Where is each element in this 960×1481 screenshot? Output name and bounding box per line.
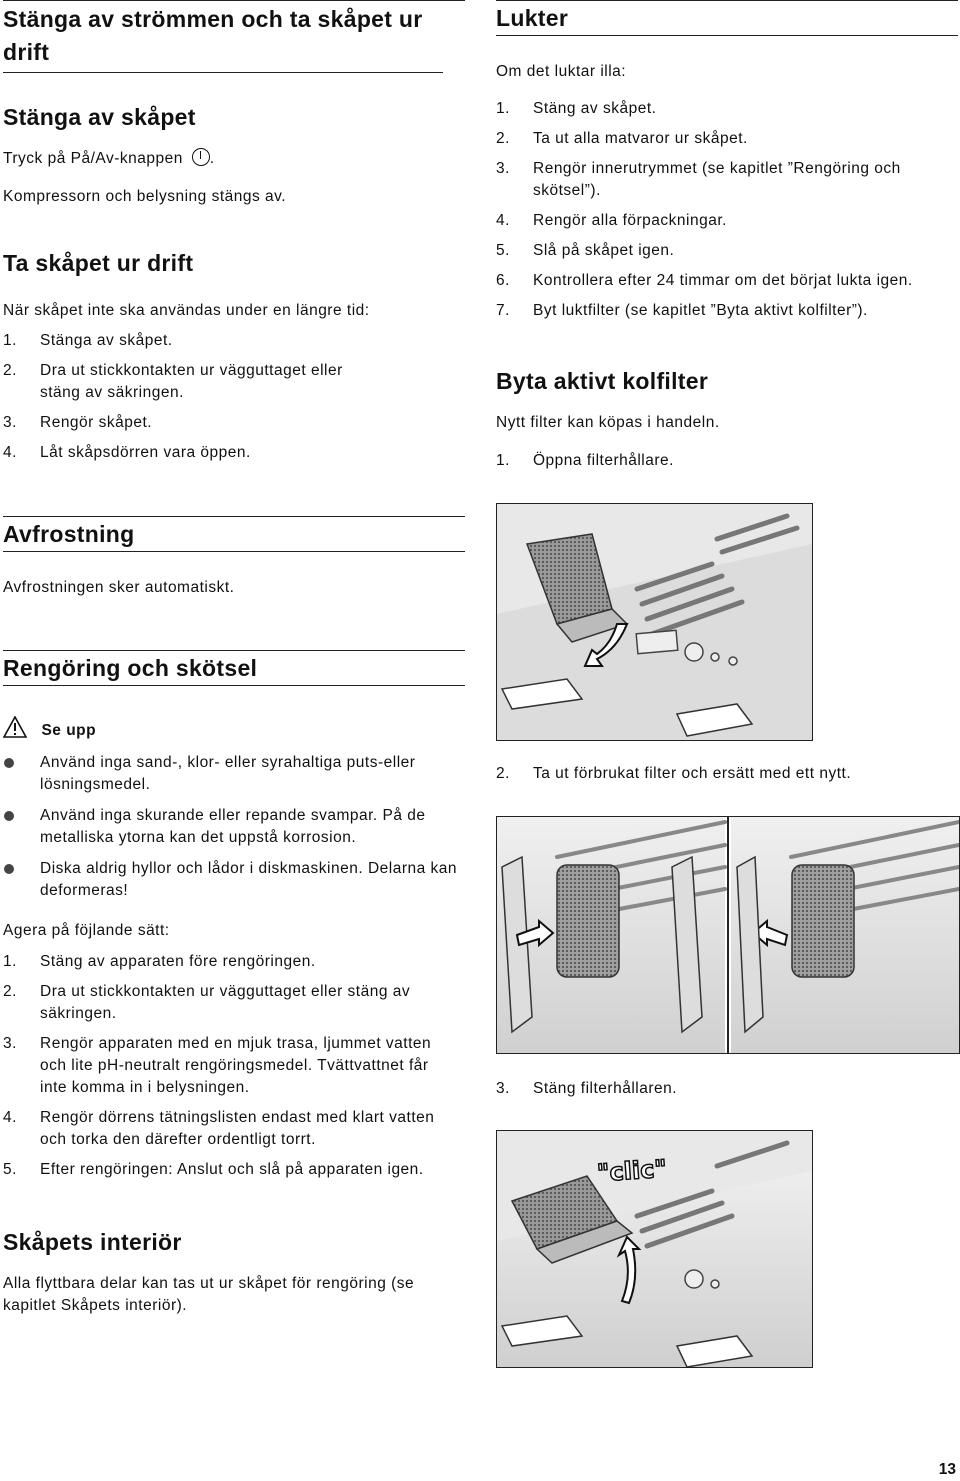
list-odor-steps — [496, 98, 936, 322]
section-title-power-off: Stänga av strömmen och ta skåpet ur drift — [3, 1, 443, 73]
warning-block — [3, 716, 96, 742]
list-item — [496, 210, 936, 232]
list-text: Rengör skåpet. — [40, 414, 153, 431]
list-text: Rengör apparaten med en mjuk trasa, ljummet vatten och lite pH-neutralt rengöringsmedel. Tvättvattnet får inte komma in i belysningen. — [40, 1035, 432, 1096]
list-decommission-steps — [3, 330, 363, 464]
clic-label: "clic" — [596, 1154, 668, 1188]
list-text: Slå på skåpet igen. — [533, 242, 675, 259]
list-text: Kontrollera efter 24 timmar om det börjat lukta igen. — [533, 272, 913, 289]
subsection-title-carbon-filter: Byta aktivt kolfilter — [496, 368, 709, 394]
bullet-dot — [4, 864, 14, 874]
list-text: Rengör innerutrymmet (se kapitlet ”Rengöring och skötsel”). — [533, 160, 901, 199]
list-number: 2. — [496, 130, 510, 147]
list-item — [3, 1159, 448, 1181]
list-text: Öppna filterhållare. — [533, 452, 674, 469]
section-title-odors: Lukter — [496, 2, 958, 36]
list-text: Rengör alla förpackningar. — [533, 212, 727, 229]
paragraph-act: Agera på föjlande sätt: — [3, 922, 170, 939]
list-item — [3, 360, 363, 404]
figure-close-filter-holder — [496, 1130, 813, 1368]
list-number: 3. — [496, 160, 510, 177]
list-number: 3. — [3, 414, 17, 431]
list-item-replace-filter — [496, 763, 960, 785]
paragraph-defrost: Avfrostningen sker automatiskt. — [3, 579, 235, 596]
rule — [3, 650, 465, 651]
figure-open-filter-holder — [496, 503, 813, 741]
list-number: 2. — [3, 362, 17, 379]
list-cleaning-steps — [3, 951, 448, 1181]
list-number: 1. — [496, 100, 510, 117]
list-number: 4. — [3, 444, 17, 461]
filter-holder-illustration — [497, 504, 812, 740]
paragraph-buy-filter: Nytt filter kan köpas i handeln. — [496, 414, 720, 431]
list-item — [496, 300, 936, 322]
list-number: 7. — [496, 302, 510, 319]
list-number: 4. — [3, 1109, 17, 1126]
subsection-title-interior: Skåpets interiör — [3, 1229, 182, 1255]
paragraph-press-button — [3, 148, 215, 170]
paragraph-end: . — [209, 150, 215, 167]
list-item — [496, 240, 936, 262]
list-number: 5. — [496, 242, 510, 259]
list-number: 2. — [496, 765, 510, 782]
rule — [496, 0, 958, 1]
bullet-text: Använd inga sand-, klor- eller syrahaltiga puts-eller lösningsmedel. — [40, 754, 416, 793]
list-text: Stäng filterhållaren. — [533, 1080, 678, 1097]
list-item — [3, 981, 448, 1025]
replace-filter-illustration — [497, 817, 959, 1053]
list-text: Låt skåpsdörren vara öppen. — [40, 444, 251, 461]
list-text: Byt luktfilter (se kapitlet ”Byta aktivt kolfilter”). — [533, 302, 868, 319]
list-number: 4. — [496, 212, 510, 229]
warning-triangle-icon — [3, 716, 27, 738]
paragraph-long-time: När skåpet inte ska användas under en längre tid: — [3, 302, 370, 319]
list-number: 1. — [3, 953, 17, 970]
bullet-text: Diska aldrig hyllor och lådor i diskmaskinen. Delarna kan deformeras! — [40, 860, 458, 899]
list-text: Rengör dörrens tätningslisten endast med klart vatten och torka den därefter ordentligt torrt. — [40, 1109, 435, 1148]
list-item — [3, 442, 363, 464]
list-number: 3. — [496, 1080, 510, 1097]
list-text: Dra ut stickkontakten ur vägguttaget eller stäng av säkringen. — [40, 362, 343, 401]
list-item-open-holder — [496, 450, 933, 472]
list-text: Ta ut förbrukat filter och ersätt med ett nytt. — [533, 765, 852, 782]
bullet-text: Använd inga skurande eller repande svampar. På de metalliska ytorna kan det uppstå korrosion. — [40, 807, 426, 846]
list-number: 6. — [496, 272, 510, 289]
power-button-icon — [192, 148, 210, 166]
list-number: 3. — [3, 1035, 17, 1052]
list-text: Dra ut stickkontakten ur vägguttaget eller stäng av säkringen. — [40, 983, 411, 1022]
list-text: Stänga av skåpet. — [40, 332, 173, 349]
list-item — [3, 330, 363, 352]
list-number: 1. — [496, 452, 510, 469]
paragraph-text: Tryck på På/Av-knappen — [3, 150, 183, 167]
section-title-defrost: Avfrostning — [3, 518, 465, 552]
list-item — [496, 98, 936, 120]
paragraph-compressor: Kompressorn och belysning stängs av. — [3, 188, 287, 205]
list-item — [3, 1033, 448, 1099]
list-text: Efter rengöringen: Anslut och slå på apparaten igen. — [40, 1161, 424, 1178]
list-item — [3, 951, 448, 973]
list-text: Stäng av apparaten före rengöringen. — [40, 953, 316, 970]
list-number: 1. — [3, 332, 17, 349]
bullet-dot — [4, 758, 14, 768]
list-text: Ta ut alla matvaror ur skåpet. — [533, 130, 748, 147]
paragraph-interior: Alla flyttbara delar kan tas ut ur skåpet för rengöring (se kapitlet Skåpets interiör). — [3, 1275, 415, 1314]
bullet-dot — [4, 811, 14, 821]
bullet-item — [3, 858, 458, 902]
list-text: Stäng av skåpet. — [533, 100, 657, 117]
rule — [3, 516, 465, 517]
warning-bullets — [3, 752, 458, 902]
bullet-item — [3, 752, 458, 796]
list-number: 5. — [3, 1161, 17, 1178]
list-item — [496, 158, 936, 202]
list-item — [3, 412, 363, 434]
left-column — [3, 0, 465, 73]
bullet-item — [3, 805, 458, 849]
paragraph-if-smells: Om det luktar illa: — [496, 63, 627, 80]
page-number: 13 — [938, 1461, 956, 1478]
list-number: 2. — [3, 983, 17, 1000]
warning-label: Se upp — [41, 722, 97, 739]
list-item — [496, 128, 936, 150]
list-item-close-holder — [496, 1078, 933, 1100]
section-title-cleaning: Rengöring och skötsel — [3, 652, 465, 686]
subsection-title-decommission: Ta skåpet ur drift — [3, 250, 194, 276]
subsection-title-turn-off: Stänga av skåpet — [3, 104, 196, 130]
list-item — [3, 1107, 448, 1151]
list-item — [496, 270, 936, 292]
figure-replace-filter — [496, 816, 960, 1054]
